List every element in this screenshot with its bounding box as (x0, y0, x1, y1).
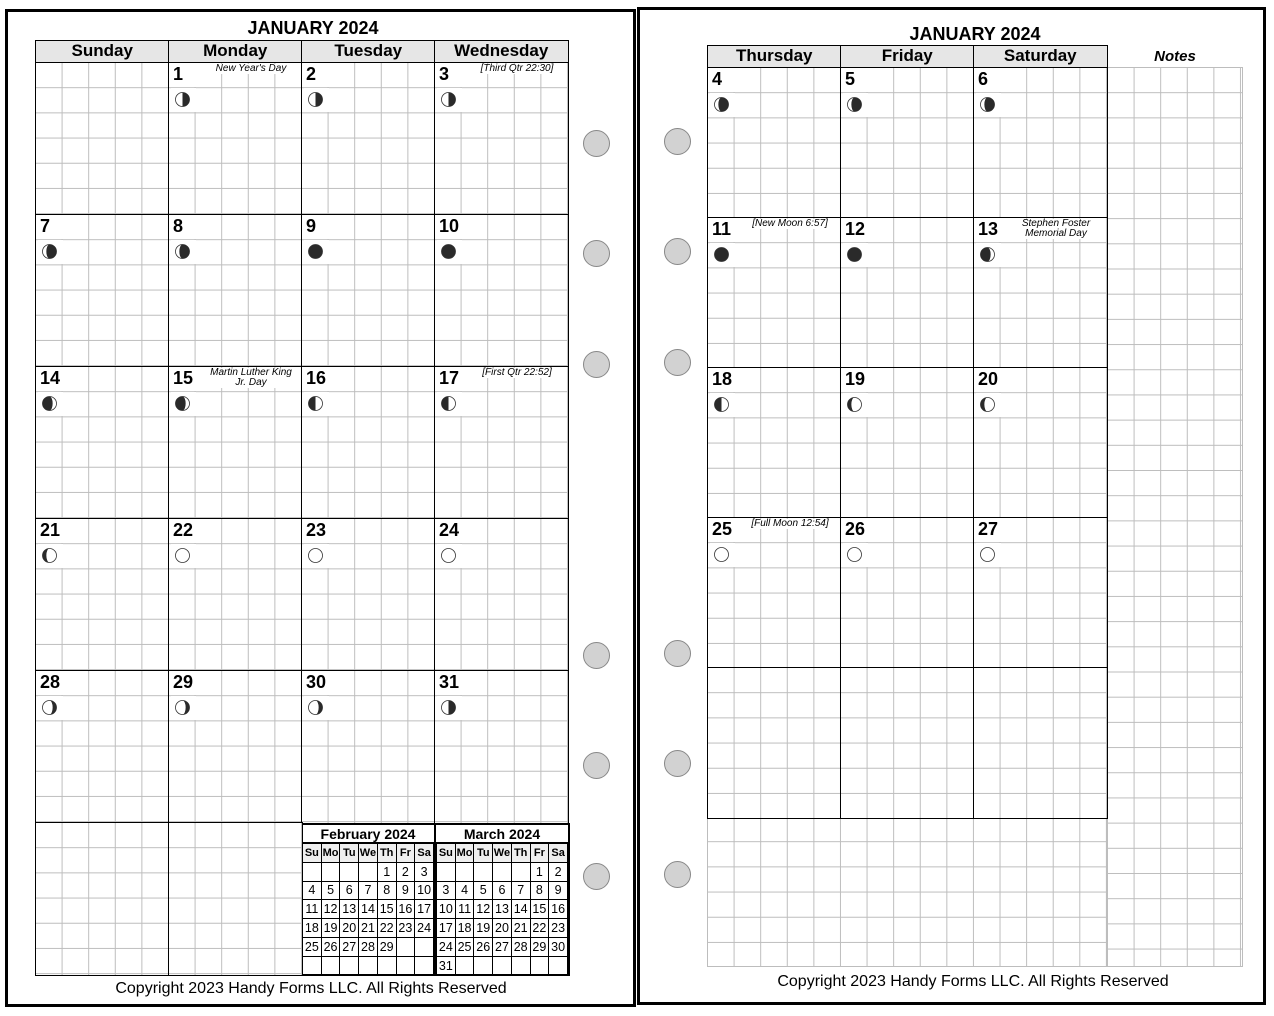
mini-day: 7 (511, 881, 530, 900)
binder-hole (664, 128, 691, 155)
mini-day: 24 (437, 937, 456, 956)
mini-day (340, 862, 359, 881)
mini-day: 24 (415, 919, 434, 938)
day-cell-d27[interactable] (973, 517, 1108, 669)
moon-phase (38, 392, 63, 416)
moon-phase-icon (714, 397, 729, 412)
day-number: 7 (38, 215, 64, 239)
weekday-header: Thursday (707, 45, 842, 68)
day-cell-d15[interactable] (168, 366, 303, 520)
moon-phase-icon (175, 396, 190, 411)
day-number: 6 (976, 68, 1002, 92)
day-number: 13 (976, 218, 1002, 242)
mini-day (455, 862, 474, 881)
moon-phase-icon (980, 97, 995, 112)
day-cell-d31[interactable] (434, 670, 569, 824)
binder-hole (664, 349, 691, 376)
mini-weekday-header: We (359, 844, 378, 863)
mini-day: 5 (474, 881, 493, 900)
mini-day: 31 (437, 956, 456, 975)
mini-day (455, 956, 474, 975)
day-number: 10 (437, 215, 463, 239)
moon-phase-icon (175, 548, 190, 563)
moon-phase-icon (441, 244, 456, 259)
day-number: 18 (710, 368, 736, 392)
moon-phase-icon (441, 92, 456, 107)
weekday-header: Saturday (973, 45, 1108, 68)
mini-weekday-header: Sa (415, 844, 434, 863)
moon-phase (171, 696, 196, 720)
mini-day: 13 (340, 900, 359, 919)
empty-cell[interactable] (35, 62, 170, 216)
binder-hole (583, 351, 610, 378)
day-event-label: Martin Luther King Jr. Day (204, 368, 299, 388)
day-cell-d17[interactable] (434, 366, 569, 520)
mini-day: 19 (321, 919, 340, 938)
day-cell-d4[interactable] (707, 67, 842, 219)
day-cell-d20[interactable] (973, 367, 1108, 519)
moon-phase-icon (847, 397, 862, 412)
day-number: 12 (843, 218, 869, 242)
mini-weekday-header: Su (303, 844, 322, 863)
day-cell-d22[interactable] (168, 518, 303, 672)
moon-phase (976, 393, 1001, 417)
moon-phase (437, 240, 462, 264)
day-number: 16 (304, 367, 330, 391)
moon-phase (304, 240, 329, 264)
mini-day (474, 862, 493, 881)
day-number: 27 (976, 518, 1002, 542)
mini-day (511, 956, 530, 975)
mini-day (511, 862, 530, 881)
mini-day: 25 (303, 937, 322, 956)
mini-day: 23 (549, 919, 568, 938)
day-number: 25 (710, 518, 736, 542)
day-cell-d14[interactable] (35, 366, 170, 520)
day-event-label: [First Qtr 22:52] (470, 368, 565, 378)
day-number: 14 (38, 367, 64, 391)
binder-hole (664, 640, 691, 667)
binder-hole (664, 750, 691, 777)
moon-phase (38, 696, 63, 720)
day-number: 29 (171, 671, 197, 695)
moon-phase-icon (175, 92, 190, 107)
day-cell-d18[interactable] (707, 367, 842, 519)
mini-day: 7 (359, 881, 378, 900)
day-number: 30 (304, 671, 330, 695)
moon-phase-icon (980, 397, 995, 412)
mini-day: 10 (437, 900, 456, 919)
moon-phase (710, 543, 735, 567)
binder-hole (583, 130, 610, 157)
binder-hole (664, 238, 691, 265)
moon-phase (437, 696, 462, 720)
mini-day: 20 (340, 919, 359, 938)
notes-label: Notes (1154, 48, 1196, 65)
moon-phase (38, 544, 63, 568)
day-number: 24 (437, 519, 463, 543)
mini-day: 6 (493, 881, 512, 900)
mini-day: 1 (530, 862, 549, 881)
mini-day (377, 956, 396, 975)
moon-phase-icon (175, 244, 190, 259)
moon-phase-icon (308, 396, 323, 411)
mini-day: 13 (493, 900, 512, 919)
mini-day: 3 (415, 862, 434, 881)
mini-day: 18 (303, 919, 322, 938)
mini-weekday-header: Th (511, 844, 530, 863)
moon-phase-icon (42, 396, 57, 411)
day-cell-d24[interactable] (434, 518, 569, 672)
mini-weekday-header: We (493, 844, 512, 863)
moon-phase-icon (175, 700, 190, 715)
binder-hole (583, 642, 610, 669)
moon-phase-icon (308, 700, 323, 715)
mini-day: 1 (377, 862, 396, 881)
mini-day: 26 (474, 937, 493, 956)
day-number: 3 (437, 63, 463, 87)
moon-phase (710, 393, 735, 417)
mini-day: 14 (511, 900, 530, 919)
mini-day: 25 (455, 937, 474, 956)
mini-day (493, 956, 512, 975)
day-cell-d1[interactable] (168, 62, 303, 216)
moon-phase (304, 696, 329, 720)
mini-day: 8 (530, 881, 549, 900)
right-page-title: JANUARY 2024 (909, 24, 1041, 44)
day-cell-d19[interactable] (840, 367, 975, 519)
moon-phase-icon (308, 92, 323, 107)
mini-day (303, 862, 322, 881)
mini-day: 26 (321, 937, 340, 956)
mini-day: 10 (415, 881, 434, 900)
mini-weekday-header: Su (437, 844, 456, 863)
mini-day (549, 956, 568, 975)
mini-day: 6 (340, 881, 359, 900)
moon-phase (304, 392, 329, 416)
moon-phase-icon (441, 396, 456, 411)
moon-phase (843, 543, 868, 567)
mini-day: 19 (474, 919, 493, 938)
moon-phase (304, 544, 329, 568)
weekday-header-row (707, 45, 1106, 68)
mini-day (396, 937, 415, 956)
day-cell-d23[interactable] (301, 518, 436, 672)
left-page-title: JANUARY 2024 (247, 18, 379, 38)
mini-day (530, 956, 549, 975)
moon-phase-icon (42, 244, 57, 259)
day-cell-d26[interactable] (840, 517, 975, 669)
mini-day: 29 (377, 937, 396, 956)
day-cell-d21[interactable] (35, 518, 170, 672)
moon-phase (710, 243, 735, 267)
mini-day: 22 (530, 919, 549, 938)
weekday-header: Wednesday (434, 40, 569, 63)
moon-phase (171, 88, 196, 112)
day-cell-d12[interactable] (840, 217, 975, 369)
mini-day: 8 (377, 881, 396, 900)
mini-weekday-header: Mo (455, 844, 474, 863)
mini-day: 2 (396, 862, 415, 881)
mini-day (321, 862, 340, 881)
moon-phase (976, 543, 1001, 567)
day-cell-d5[interactable] (840, 67, 975, 219)
mini-calendar-march-title: March 2024 (436, 825, 568, 843)
mini-day: 28 (511, 937, 530, 956)
mini-weekday-header: Tu (340, 844, 359, 863)
moon-phase (437, 88, 462, 112)
moon-phase (843, 93, 868, 117)
day-number: 22 (171, 519, 197, 543)
day-cell-d10[interactable] (434, 214, 569, 368)
moon-phase-icon (441, 700, 456, 715)
day-number: 9 (304, 215, 330, 239)
mini-day: 12 (321, 900, 340, 919)
moon-phase-icon (714, 97, 729, 112)
moon-phase-icon (714, 247, 729, 262)
mini-day: 15 (377, 900, 396, 919)
day-number: 5 (843, 68, 869, 92)
moon-phase (171, 240, 196, 264)
binder-hole (664, 861, 691, 888)
day-number: 31 (437, 671, 463, 695)
day-cell-d28[interactable] (35, 670, 170, 824)
moon-phase (976, 243, 1001, 267)
day-number: 28 (38, 671, 64, 695)
mini-day: 4 (455, 881, 474, 900)
day-number: 15 (171, 367, 197, 391)
mini-weekday-header: Tu (474, 844, 493, 863)
empty-cell[interactable] (973, 667, 1108, 819)
mini-day: 16 (549, 900, 568, 919)
mini-day (415, 937, 434, 956)
mini-day: 28 (359, 937, 378, 956)
notes-grid-bottom[interactable] (707, 816, 1107, 967)
moon-phase-icon (308, 548, 323, 563)
day-cell-d6[interactable] (973, 67, 1108, 219)
moon-phase (843, 243, 868, 267)
moon-phase-icon (42, 700, 57, 715)
day-event-label: Stephen Foster Memorial Day (1009, 219, 1104, 239)
mini-day: 29 (530, 937, 549, 956)
day-cell-d2[interactable] (301, 62, 436, 216)
binder-hole (583, 240, 610, 267)
empty-cell[interactable] (840, 667, 975, 819)
left-page (5, 9, 636, 1007)
mini-day: 11 (455, 900, 474, 919)
day-number: 23 (304, 519, 330, 543)
mini-day (340, 956, 359, 975)
mini-day: 21 (359, 919, 378, 938)
empty-cell[interactable] (707, 667, 842, 819)
moon-phase-icon (847, 547, 862, 562)
day-cell-d7[interactable] (35, 214, 170, 368)
day-number: 26 (843, 518, 869, 542)
day-number: 20 (976, 368, 1002, 392)
moon-phase-icon (308, 244, 323, 259)
mini-day: 17 (415, 900, 434, 919)
mini-day: 12 (474, 900, 493, 919)
mini-weekday-header: Sa (549, 844, 568, 863)
day-number: 2 (304, 63, 330, 87)
day-number: 1 (171, 63, 197, 87)
day-number: 19 (843, 368, 869, 392)
mini-day: 5 (321, 881, 340, 900)
mini-day (493, 862, 512, 881)
mini-calendar-february-title: February 2024 (302, 825, 434, 843)
weekday-header: Sunday (35, 40, 170, 63)
mini-day (415, 956, 434, 975)
mini-day: 17 (437, 919, 456, 938)
moon-phase (437, 544, 462, 568)
day-cell-d8[interactable] (168, 214, 303, 368)
mini-weekday-header: Fr (530, 844, 549, 863)
moon-phase-icon (847, 247, 862, 262)
day-number: 4 (710, 68, 736, 92)
mini-day: 2 (549, 862, 568, 881)
mini-day: 21 (511, 919, 530, 938)
moon-phase (304, 88, 329, 112)
day-cell-d9[interactable] (301, 214, 436, 368)
moon-phase (171, 392, 196, 416)
mini-day: 22 (377, 919, 396, 938)
copyright-text: Copyright 2023 Handy Forms LLC. All Rights Reserved (115, 980, 507, 997)
mini-day: 18 (455, 919, 474, 938)
binder-hole (583, 752, 610, 779)
mini-day (359, 862, 378, 881)
mini-day: 15 (530, 900, 549, 919)
mini-day: 9 (396, 881, 415, 900)
mini-day (303, 956, 322, 975)
mini-calendar-february (300, 823, 436, 976)
day-cell-d25[interactable] (707, 517, 842, 669)
mini-day (321, 956, 340, 975)
mini-day: 23 (396, 919, 415, 938)
moon-phase-icon (42, 548, 57, 563)
moon-phase (843, 393, 868, 417)
day-cell-d13[interactable] (973, 217, 1108, 369)
day-number: 8 (171, 215, 197, 239)
mini-day: 4 (303, 881, 322, 900)
day-event-label: [New Moon 6:57] (743, 219, 838, 229)
empty-cell[interactable] (35, 822, 170, 976)
day-event-label: [Full Moon 12:54] (743, 519, 838, 529)
moon-phase-icon (980, 547, 995, 562)
weekday-header: Monday (168, 40, 303, 63)
mini-day: 27 (340, 937, 359, 956)
day-cell-d16[interactable] (301, 366, 436, 520)
moon-phase (437, 392, 462, 416)
mini-day: 3 (437, 881, 456, 900)
mini-day: 16 (396, 900, 415, 919)
mini-day (474, 956, 493, 975)
mini-day (437, 862, 456, 881)
mini-day: 14 (359, 900, 378, 919)
moon-phase (38, 240, 63, 264)
weekday-header-row (35, 40, 567, 63)
day-event-label: [Third Qtr 22:30] (470, 64, 565, 74)
moon-phase (710, 93, 735, 117)
day-cell-d3[interactable] (434, 62, 569, 216)
day-cell-d30[interactable] (301, 670, 436, 824)
mini-day: 27 (493, 937, 512, 956)
moon-phase-icon (714, 547, 729, 562)
notes-grid[interactable] (1107, 67, 1243, 967)
mini-day (359, 956, 378, 975)
day-number: 17 (437, 367, 463, 391)
mini-weekday-header: Th (377, 844, 396, 863)
copyright-text: Copyright 2023 Handy Forms LLC. All Rights Reserved (777, 973, 1169, 990)
mini-day: 20 (493, 919, 512, 938)
day-event-label: New Year's Day (204, 64, 299, 74)
empty-cell[interactable] (168, 822, 303, 976)
weekday-header: Friday (840, 45, 975, 68)
day-cell-d11[interactable] (707, 217, 842, 369)
mini-calendar-march (434, 823, 570, 976)
moon-phase (171, 544, 196, 568)
mini-day (396, 956, 415, 975)
mini-day: 9 (549, 881, 568, 900)
day-cell-d29[interactable] (168, 670, 303, 824)
moon-phase-icon (980, 247, 995, 262)
mini-day: 11 (303, 900, 322, 919)
day-number: 11 (710, 218, 736, 242)
mini-weekday-header: Fr (396, 844, 415, 863)
mini-day: 30 (549, 937, 568, 956)
moon-phase-icon (441, 548, 456, 563)
moon-phase (976, 93, 1001, 117)
moon-phase-icon (847, 97, 862, 112)
right-page (637, 7, 1266, 1005)
day-number: 21 (38, 519, 64, 543)
binder-hole (583, 863, 610, 890)
weekday-header: Tuesday (301, 40, 436, 63)
mini-weekday-header: Mo (321, 844, 340, 863)
